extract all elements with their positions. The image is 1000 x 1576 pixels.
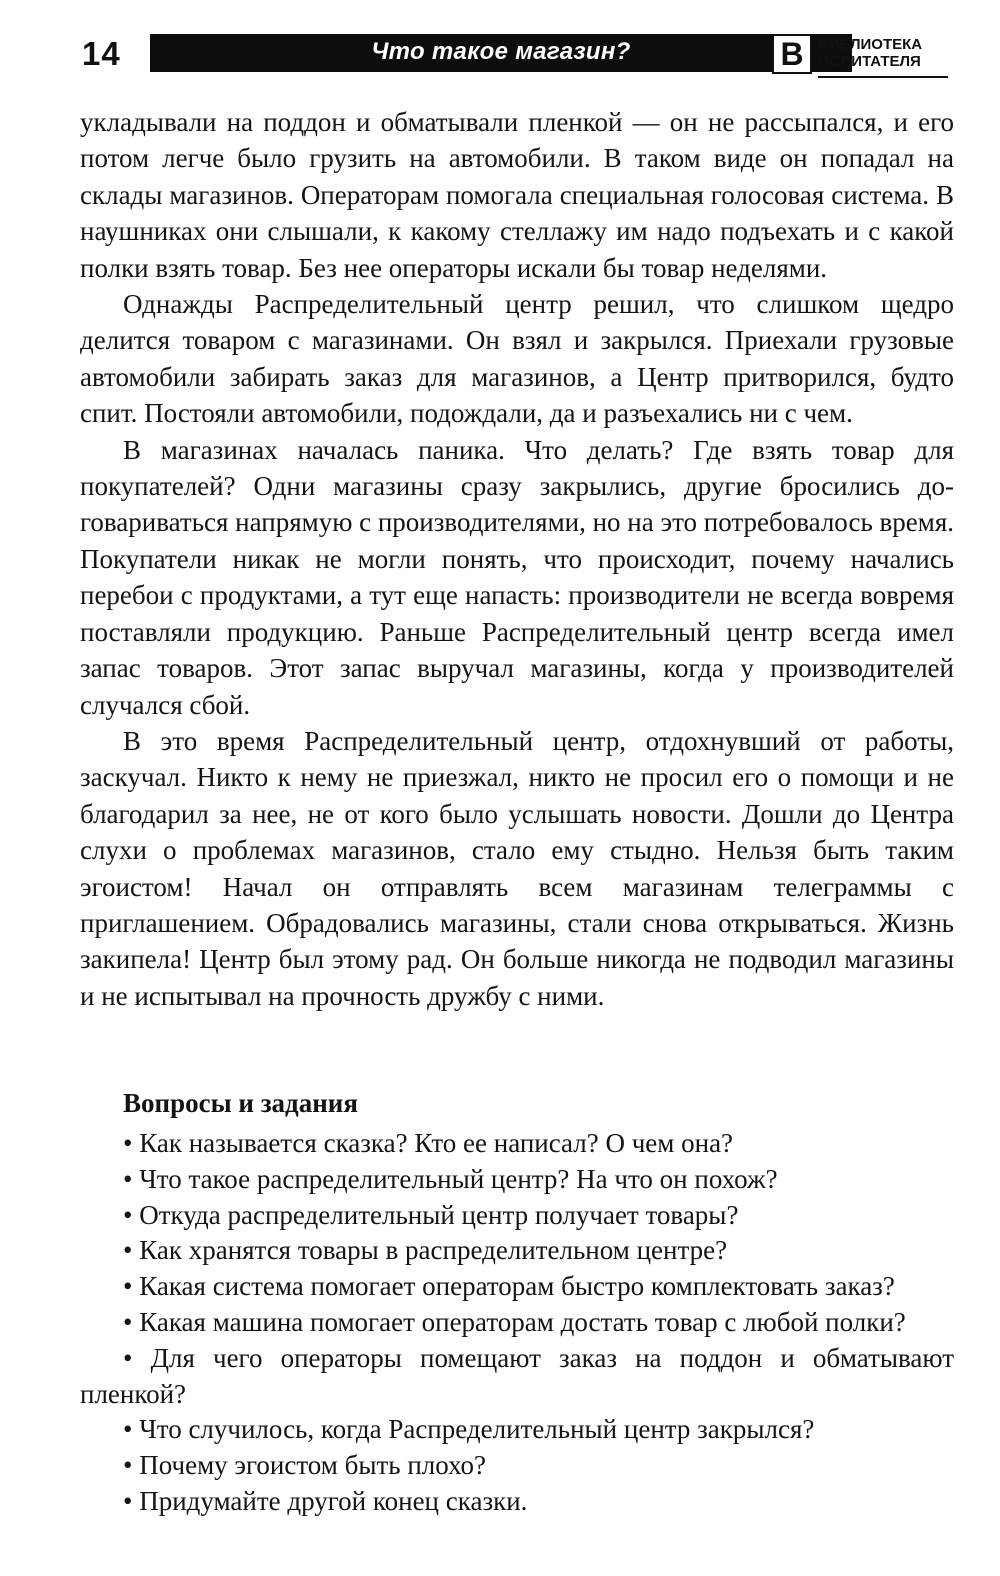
question-text: Какая система помогает операторам быстро комплектовать заказ?	[139, 1271, 895, 1302]
paragraph-continued: укладывали на поддон и обматывали пленкой — он не рассыпался, и его потом легче было грузить на автомобили. В таком виде он попадал на склады магазинов. Операторам помогала специальная голосовая система. В наушниках они слышали, к какому стеллажу им надо подъехать и с какой полки взять товар. Без нее операторы искали бы товар неделями.	[80, 107, 954, 283]
series-logo	[772, 32, 952, 80]
bullet-icon: •	[123, 1485, 133, 1516]
bullet-icon: •	[123, 1199, 133, 1230]
page-number: 14	[82, 35, 121, 72]
question-text: Что случилось, когда Распределительный центр закрылся?	[139, 1414, 815, 1445]
question-text: Что такое распределительный центр? На что он похож?	[139, 1163, 778, 1194]
paragraph: В магазинах началась паника. Что делать? Где взять товар для покупателей? Одни магазины сразу закрылись, другие бросились договариваться напрямую с производителями, но на это потребовалось время. Покупатели никак не могли понять, что происходит, почему начались перебои с продуктами, а тут еще напасть: производители не всегда вовремя поставляли продукцию. Раньше Распределительный центр всегда имел запас товаров. Этот запас выручал магазины, когда у производителей случался сбой.	[80, 434, 955, 720]
bullet-icon: •	[123, 1271, 133, 1302]
question-text: Почему эгоистом быть плохо?	[139, 1450, 487, 1481]
question-item	[80, 1126, 954, 1162]
question-text: Придумайте другой конец сказки.	[139, 1485, 528, 1516]
question-item	[80, 1233, 954, 1269]
question-item	[80, 1269, 954, 1305]
series-logo-line2: ОСПИТАТЕЛЯ	[818, 53, 921, 70]
running-title: Что такое магазин?	[371, 38, 631, 65]
question-item	[80, 1412, 954, 1448]
series-logo-letter: В	[772, 34, 812, 74]
question-text: Как называется сказка? Кто ее написал? О чем она?	[139, 1128, 734, 1158]
story-text	[80, 104, 954, 1014]
questions-heading: Вопросы и задания	[123, 1088, 358, 1118]
question-text: Как хранятся товары в распределительном центре?	[139, 1235, 728, 1266]
paragraph: В это время Распределительный центр, отдохнувший от работы, заскучал. Никто к нему не приезжал, никто не просил его о помощи и не благодарил за нее, не от кого было услышать новости. Дошли до Центра слухи о проблемах магазинов, стало ему стыдно. Нельзя быть таким эгоистом! Начал он отправлять всем магазинам телеграммы с приглашением. Обрадовались магазины, стали снова открываться. Жизнь закипела! Центр был этому рад. Он больше никогда не подводил магазины и не испытывал на прочность дружбу с ними.	[80, 725, 954, 1011]
bullet-icon: •	[123, 1163, 133, 1194]
question-text: Для чего операторы помещают заказ на поддон и обматывают пленкой?	[80, 1342, 955, 1409]
bullet-icon: •	[123, 1128, 133, 1158]
questions-list	[80, 1126, 954, 1520]
series-logo-rule	[818, 76, 948, 78]
page-header	[78, 32, 952, 80]
question-item	[80, 1198, 954, 1234]
bullet-icon: •	[123, 1342, 133, 1373]
running-title-bar	[150, 34, 852, 72]
series-logo-line1: БИБЛИОТЕКА	[818, 36, 923, 53]
question-item	[80, 1162, 954, 1198]
question-item	[80, 1305, 954, 1341]
bullet-icon: •	[123, 1235, 133, 1266]
questions-section	[80, 1084, 954, 1520]
bullet-icon: •	[123, 1414, 133, 1445]
question-item	[80, 1448, 954, 1484]
question-item	[80, 1484, 954, 1520]
bullet-icon: •	[123, 1450, 133, 1481]
question-item	[80, 1341, 954, 1413]
bullet-icon: •	[123, 1306, 133, 1337]
question-text: Какая машина помогает операторам достать товар с любой полки?	[139, 1306, 906, 1337]
paragraph: Однажды Распределительный центр решил, что слишком щедро делится товаром с магазинами. Он взял и закрылся. Приехали грузовые автомобили забирать заказ для магазинов, а Центр притворился, будто спит. Постояли автомобили, подождали, да и разъехались ни с чем.	[80, 289, 954, 429]
question-text: Откуда распределительный центр получает товары?	[139, 1199, 739, 1230]
